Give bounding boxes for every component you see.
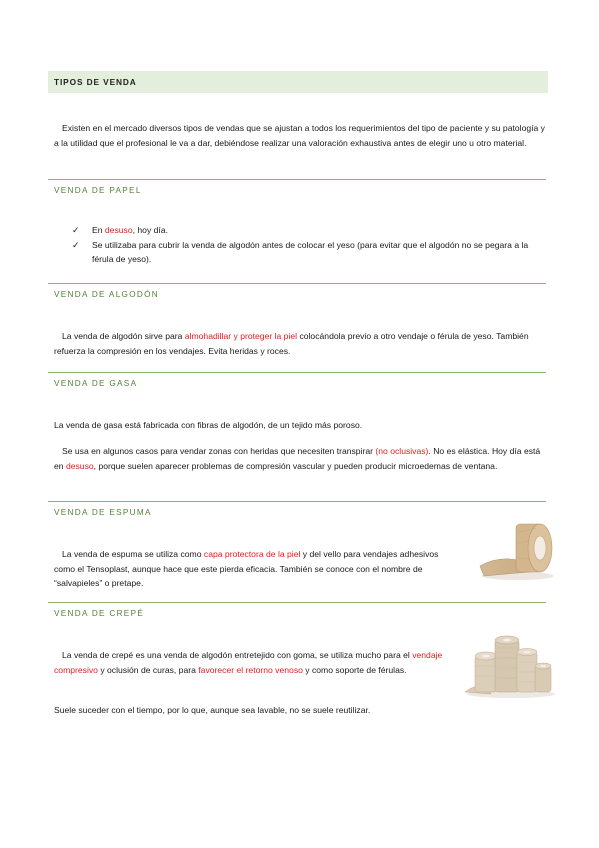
checkmark-icon: ✓ xyxy=(72,225,80,235)
page-title: TIPOS DE VENDA xyxy=(48,71,548,93)
section-title-crepe: VENDA DE CREPÉ xyxy=(54,609,145,618)
list-item: ✓ En desuso, hoy día. xyxy=(70,223,550,238)
crepe-bandage-rolls-icon xyxy=(461,628,557,700)
section-title-algodon: VENDA DE ALGODÓN xyxy=(54,290,159,299)
list-item: ✓ Se utilizaba para cubrir la venda de algodón antes de colocar el yeso (para evitar que el algodón no se pegara a la férula de yeso). xyxy=(72,239,529,264)
section-title-gasa: VENDA DE GASA xyxy=(54,379,138,388)
section-divider xyxy=(48,283,546,284)
crepe-paragraph-2: Suele suceder con el tiempo, por lo que, aunque sea lavable, no se suele reutilizar. xyxy=(54,705,371,715)
gasa-paragraph-1: La venda de gasa está fabricada con fibras de algodón, de un tejido más poroso. xyxy=(54,420,363,430)
checkmark-icon: ✓ xyxy=(72,239,80,250)
espuma-paragraph: La venda de espuma se utiliza como capa protectora de la piel y del vello para vendajes adhesivos como el Tensoplast, aunque hace que este pierda eficacia. También se conoce con el nombre de “salvapieles” o pretape. xyxy=(54,549,439,588)
section-title-espuma: VENDA DE ESPUMA xyxy=(54,508,152,517)
section-divider xyxy=(48,501,546,502)
gasa-paragraph-2: Se usa en algunos casos para vendar zonas con heridas que necesiten transpirar (no oclusivas). No es elástica. Hoy día está en desuso, porque suelen aparecer problemas de compresión vascular y pueden producir microedemas de ventana. xyxy=(54,446,541,471)
section-divider xyxy=(48,372,546,373)
foam-bandage-roll-icon xyxy=(474,514,558,584)
intro-paragraph: Existen en el mercado diversos tipos de vendas que se ajustan a todos los requerimientos del tipo de paciente y su patología y a la utilidad que el profesional le va a dar, debiéndose realizar una valoración exhaustiva antes de elegir uno u otro material. xyxy=(54,123,545,148)
papel-list xyxy=(70,223,550,267)
algodon-paragraph: La venda de algodón sirve para almohadillar y proteger la piel colocándola previo a otro vendaje o férula de yeso. También refuerza la compresión en los vendajes. Evita heridas y roces. xyxy=(54,331,529,356)
section-title-papel: VENDA DE PAPEL xyxy=(54,186,142,195)
section-divider xyxy=(48,602,546,603)
crepe-paragraph-1: La venda de crepé es una venda de algodón entretejido con goma, se utiliza mucho para el vendaje compresivo y oclusión de curas, para favorecer el retorno venoso y como soporte de férulas. xyxy=(54,650,443,675)
section-divider xyxy=(48,179,546,180)
